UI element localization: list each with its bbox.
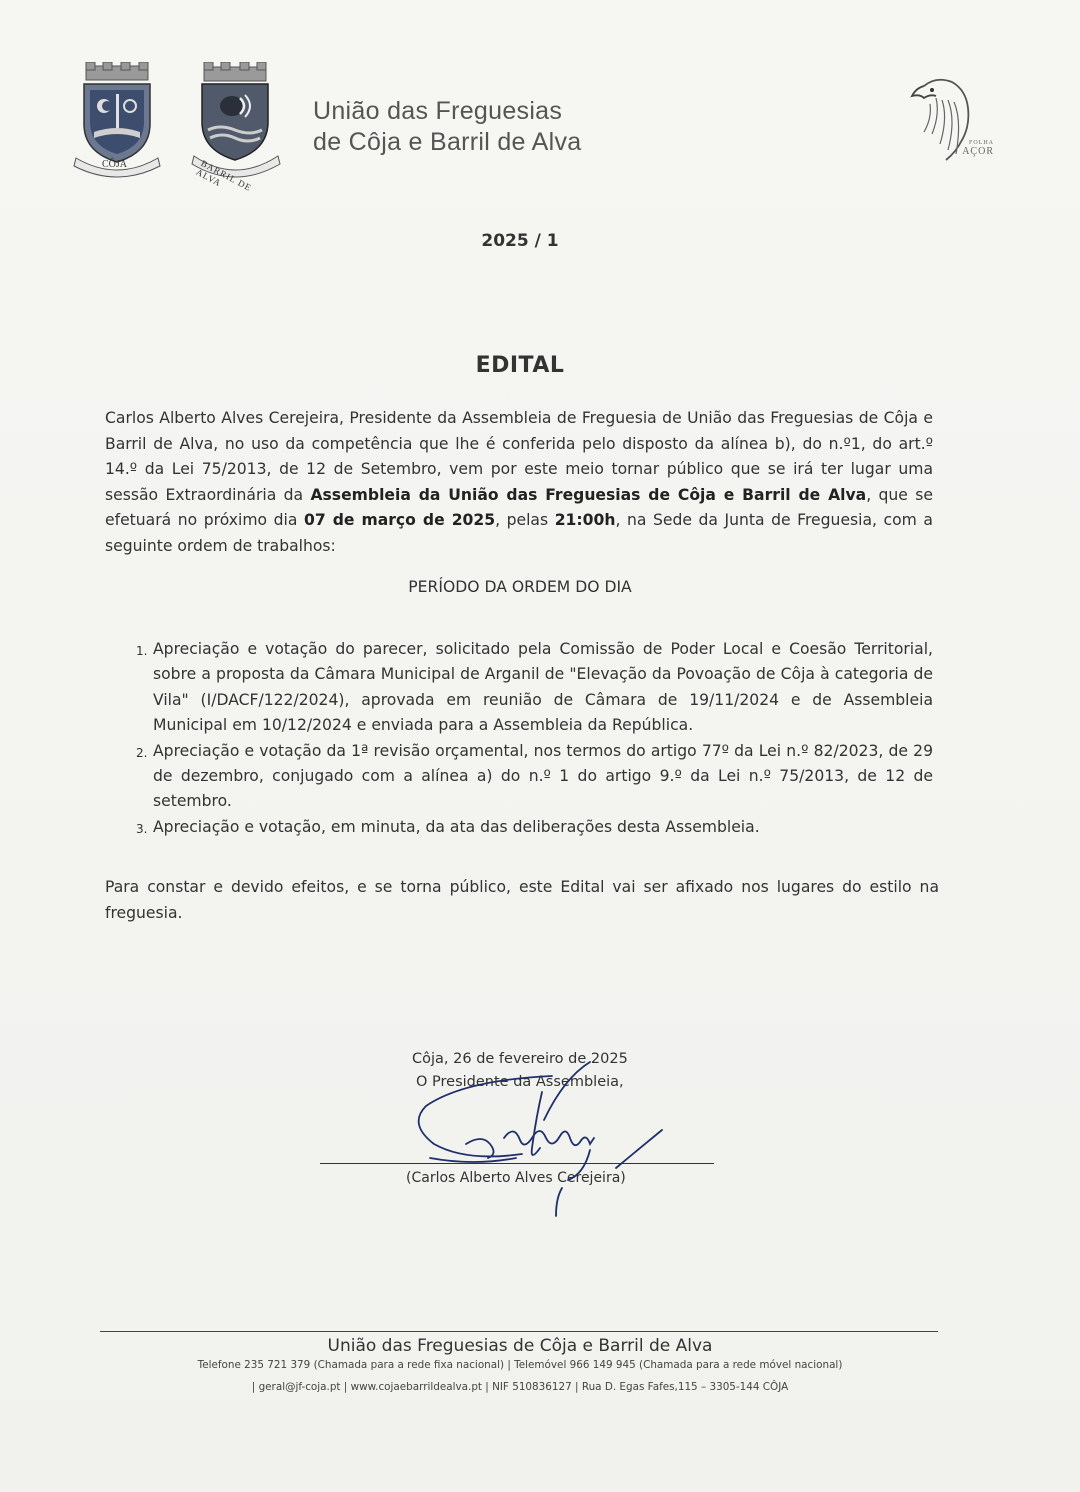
handwritten-signature [404,1058,674,1218]
agenda-heading: PERÍODO DA ORDEM DO DIA [408,578,632,596]
agenda-item-number: 2. [136,745,148,760]
agenda-item [130,815,933,840]
coja-crest-label: CÔJA [102,159,128,170]
intro-bold-assembly: Assembleia da União das Freguesias de Côja e Barril de Alva [310,485,867,504]
eagle-logo-brand-text: AÇOR [962,146,994,157]
intro-bold-time: 21:00h [554,511,616,530]
coja-coat-of-arms [68,62,166,180]
footer-contacts-address: | geral@jf-coja.pt | www.cojaebarrildealva.pt | NIF 510836127 | Rua D. Egas Fafes,115 – 3305-144 CÔJA [251,1381,789,1393]
intro-paragraph [105,406,933,560]
place-and-date: Côja, 26 de fevereiro de 2025 [412,1051,628,1067]
eagle-logo-small-text: FOLHA [968,140,994,146]
document-number: 2025 / 1 [481,231,559,251]
intro-text-1: Carlos Alberto Alves Cerejeira, Presidente da Assembleia de Freguesia de União das Freguesias de Côja e Barril de Alva, no uso da competência que lhe é conferida pelo disposto da alínea b), do n.º1, do art.º 14.º da Lei 75/2013, de 12 de Setembro, vem por este meio tornar público que se irá ter lugar uma sessão Extraordinária da [105,409,933,504]
agenda-item-text: Apreciação e votação da 1ª revisão orçamental, nos termos do artigo 77º da Lei n.º 82/2023, de 29 de dezembro, conjugado com a alínea a) do n.º 1 do artigo 9.º da Lei n.º 75/2013, de 12 de setembro. [153,741,933,811]
intro-text-4: , na Sede da Junta de Freguesia, com a seguinte ordem de trabalhos: [105,511,933,555]
agenda-item [130,637,933,739]
signatory-role: O Presidente da Assembleia, [416,1074,624,1090]
footer-divider [100,1331,938,1332]
document-title: EDITAL [475,353,565,378]
organization-name-line1: União das Freguesias [313,97,563,125]
intro-bold-date: 07 de março de 2025 [303,511,496,530]
organization-name [313,96,581,158]
closing-paragraph: Para constar e devido efeitos, e se torna público, este Edital vai ser afixado nos lugares do estilo na freguesia. [105,878,939,922]
agenda-list [130,637,933,840]
organization-name-line2: de Côja e Barril de Alva [313,128,582,156]
intro-text-3: , pelas [495,511,555,530]
barril-crest-label: BARRIL DE ALVA [194,158,254,194]
signatory-name: (Carlos Alberto Alves Cerejeira) [406,1170,626,1186]
agenda-item [130,739,933,815]
footer-title: União das Freguesias de Côja e Barril de Alva [327,1336,713,1356]
barril-de-alva-coat-of-arms [190,62,282,194]
agenda-item-number: 3. [136,821,148,836]
eagle-logo [906,74,994,166]
agenda-item-number: 1. [136,644,148,658]
agenda-item-text: Apreciação e votação do parecer, solicitado pela Comissão de Poder Local e Coesão Territorial, sobre a proposta da Câmara Municipal de Arganil de "Elevação da Povoação de Côja à categoria de Vila" (I/DACF/122/2024), aprovada em reunião de Câmara de 19/11/2024 e de Assembleia Municipal em 10/12/2024 e enviada para a Assembleia da República. [153,640,933,735]
intro-text-2: , que se efetuará no próximo dia [105,485,933,530]
eagle-logo-text [926,140,994,157]
agenda-item-text: Apreciação e votação, em minuta, da ata das deliberações desta Assembleia. [153,817,760,836]
footer-contacts-phone: Telefone 235 721 379 (Chamada para a rede fixa nacional) | Telemóvel 966 149 945 (Chamada para a rede móvel nacional) [197,1359,843,1371]
